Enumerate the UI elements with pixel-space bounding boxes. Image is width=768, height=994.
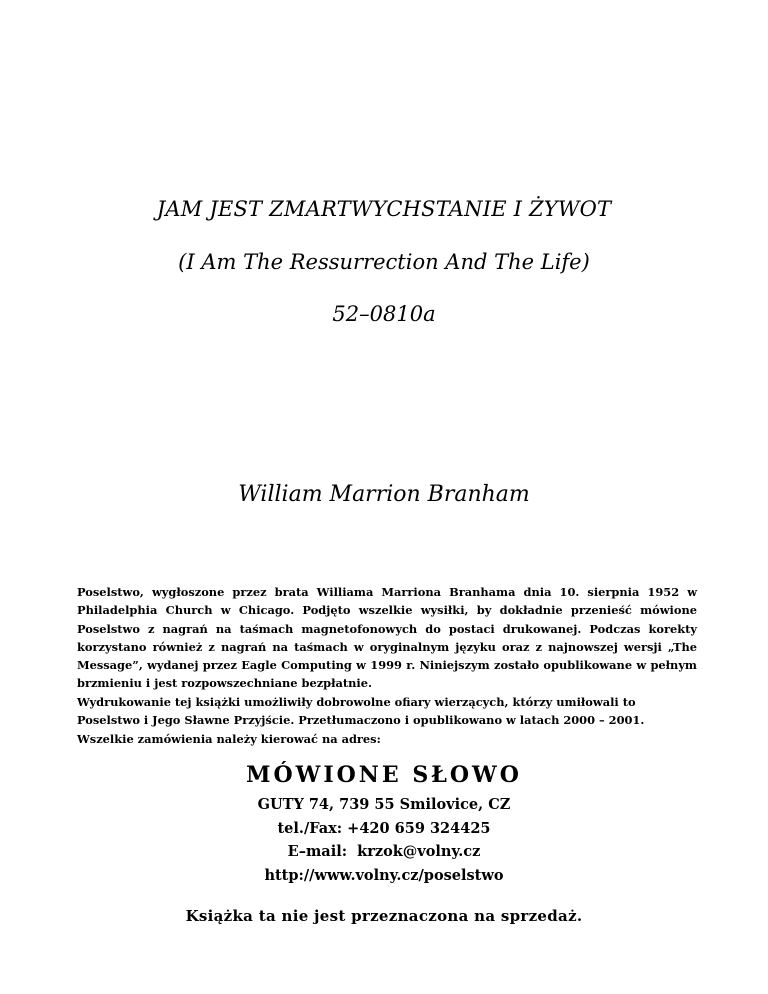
publisher-phone: tel./Fax: +420 659 324425 [277, 819, 491, 837]
publisher-website[interactable]: http://www.volny.cz/poselstwo [264, 866, 504, 884]
publisher-email: E–mail: krzok@volny.cz [287, 843, 481, 860]
description-paragraph-2: Wydrukowanie tej książki umożliwiły dobrowolne ofiary wierzących, którzy umiłowali to Poselstwo i Jego Sławne Przyjście. Przetłumaczono i opublikowano w latach 2000 – 2001. Wszelkie zamówienia należy kierować na adres: [77, 695, 645, 746]
publisher-name: MÓWIONE SŁOWO [246, 762, 522, 788]
publisher-contact [0, 793, 768, 887]
title-english: (I Am The Ressurrection And The Life) [178, 250, 590, 274]
sermon-code: 52–0810a [332, 302, 436, 326]
title-polish: JAM JEST ZMARTWYCHSTANIE I ŻYWOT [156, 197, 612, 221]
description-paragraph-1: Poselstwo, wygłoszone przez brata Williama Marriona Branhama dnia 10. sierpnia 1952 w Philadelphia Church w Chicago. Podjęto wszelkie wysiłki, by dokładnie przenieść mówione Poselstwo z nagrań na taśmach magnetofonowych do postaci drukowanej. Podczas korekty korzystano również z nagrań na taśmach w oryginalnym języku oraz z najnowszej wersji „The Message”, wydanej przez Eagle Computing w 1999 r. Niniejszym zostało opublikowane w pełnym brzmieniu i jest rozpowszechniane bezpłatnie. [77, 585, 697, 691]
author-name: William Marrion Branham [238, 482, 530, 507]
not-for-sale-notice: Książka ta nie jest przeznaczona na sprzedaż. [185, 907, 583, 925]
publisher-address: GUTY 74, 739 55 Smilovice, CZ [257, 796, 511, 813]
